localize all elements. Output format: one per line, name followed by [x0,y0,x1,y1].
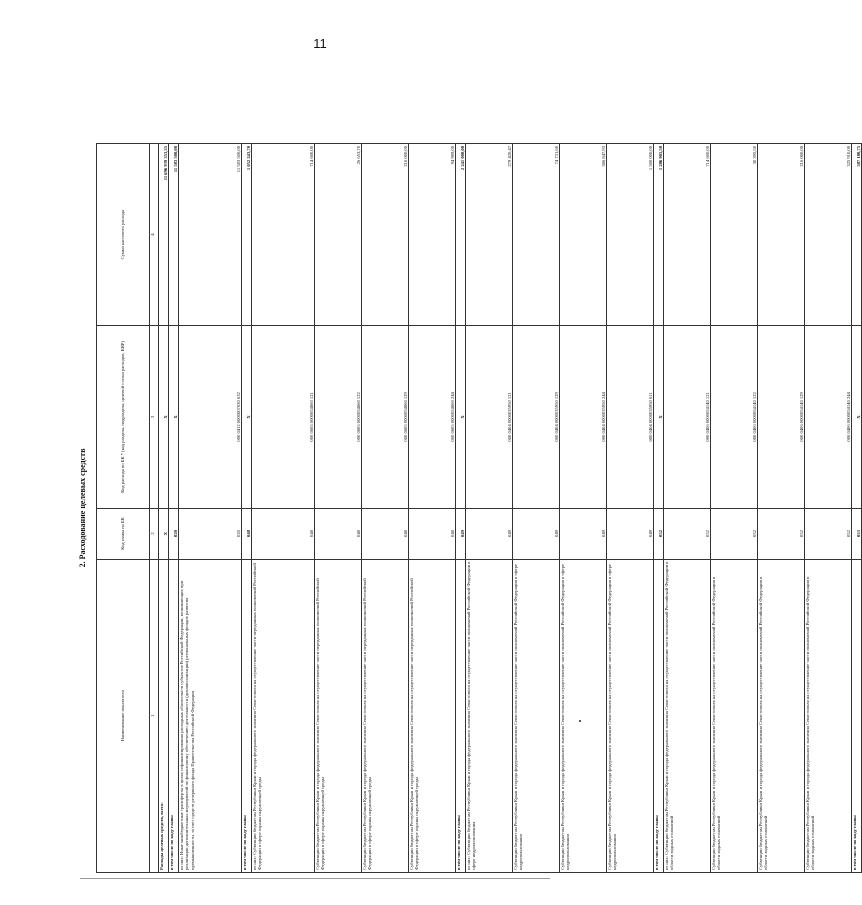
row-name-cell: в том числе по коду главы [169,559,179,872]
row-chapter-code-cell: 052 [654,508,664,559]
table-row [169,144,179,873]
row-sum-cell: 11 583 500,00 [169,144,179,326]
row-name-cell: из них: Иные межбюджетные трансферты в целях софинансирования расходных обязательств субъектов Российской Федерации, возникающих при реализации дополнительных мероприятий по финансовому обеспечению деятельности (докапитализации) региональных фондов развития промышленности, за счет средств резервного фонда Правительства Российской Федерации [179,559,242,872]
table-row [315,144,362,873]
row-sum-cell: 216 000,00 [362,144,409,326]
row-sum-cell: 1 500 000,00 [607,144,654,326]
row-sum-cell: 26 653,70 [315,144,362,326]
table-row [654,144,664,873]
rotated-table-sheet [72,143,861,873]
row-name-cell: из них: Субвенции бюджетам Республики Крым и города федерального значения Севастополя на осуществление части полномочий Российской Федерации в области водных отношений [664,559,711,872]
row-chapter-code-cell: 049 [513,508,560,559]
row-expense-code-cell: X [159,326,169,508]
row-chapter-code-cell: 049 [456,508,466,559]
row-expense-code-cell: 000 0404 0000035950 244 [560,326,607,508]
header-expense-code: Код расхода по БК * (код раздела, подраздела, целевой статьи расходов, КВР) [97,326,150,508]
table-row [362,144,409,873]
table-row [159,144,169,873]
row-chapter-code-cell: X [159,508,169,559]
row-chapter-code-cell: 048 [252,508,315,559]
row-name-cell: в том числе по коду главы [852,559,862,872]
row-chapter-code-cell: 048 [242,508,252,559]
table-header-row [97,144,150,873]
row-name-cell: в том числе по коду главы [242,559,252,872]
row-chapter-code-cell: 020 [169,508,179,559]
row-name-cell: Расходы целевых средств, всего: [159,559,169,872]
row-expense-code-cell: 000 0406 0000054140 121 [664,326,711,508]
row-chapter-code-cell: 049 [560,508,607,559]
row-expense-code-cell: 000 0605 0000054860 129 [362,326,409,508]
table-row [758,144,805,873]
table-row [560,144,607,873]
column-number: 1 [150,559,159,872]
table-row [252,144,315,873]
header-chapter-code: Код главы по БК [97,508,150,559]
table-body [159,144,862,873]
column-number: 2 [150,508,159,559]
row-expense-code-cell: 000 0406 0000054140 129 [758,326,805,508]
table-row [179,144,242,873]
section-title: 2. Расходование целевых средств [78,448,87,568]
row-sum-cell: 1 052 243,70 [242,144,252,326]
row-name-cell: Субвенции бюджетам Республики Крым и города федерального значения Севастополя на осуществление части полномочий Российской Федерации в области водных отношений [805,559,852,872]
row-sum-cell: 30 395,50 [711,144,758,326]
row-expense-code-cell: X [242,326,252,508]
row-chapter-code-cell: 049 [466,508,513,559]
row-name-cell: из них: Субвенции бюджетам Республики Крым и города федерального значения Севастополя на осуществление части переданных полномочий Российской Федерации в сфере охраны окружающей среды [252,559,315,872]
row-sum-cell: 325 910,00 [805,144,852,326]
row-chapter-code-cell: 048 [362,508,409,559]
table-row [711,144,758,873]
row-expense-code-cell: X [169,326,179,508]
column-number-row [150,144,159,873]
table-row [409,144,456,873]
row-name-cell: Субвенции бюджетам Республики Крым и города федерального значения Севастополя на осуществление части переданных полномочий Российской Федерации в сфере охраны окружающей среды [315,559,362,872]
row-sum-cell: 216 000,00 [758,144,805,326]
table-row [242,144,252,873]
header-name: Наименование показателя [97,559,150,872]
row-sum-cell: 714 600,00 [664,144,711,326]
row-name-cell: Субвенции бюджетам Республики Крым и города федерального значения Севастополя на осуществление части переданных полномочий Российской Федерации в сфере охраны окружающей среды [409,559,456,872]
row-name-cell: Субвенции бюджетам Республики Крым и города федерального значения Севастополя на осуществление части полномочий Российской Федерации в сфере недропользования [560,559,607,872]
row-sum-cell: 11 583 500,00 [179,144,242,326]
row-sum-cell: 279 420,47 [466,144,513,326]
row-expense-code-cell: 000 0404 0000035950 129 [513,326,560,508]
row-sum-cell: 587 180,75 [852,144,862,326]
row-expense-code-cell: 000 0605 0000054860 244 [409,326,456,508]
page-number: 11 [313,36,327,51]
row-expense-code-cell: 000 0412 0000007030 632 [179,326,242,508]
row-sum-cell: 386 847,93 [560,144,607,326]
row-chapter-code-cell: 053 [852,508,862,559]
header-cash-expense-sum: Сумма кассового расхода [97,144,150,326]
table-row [456,144,466,873]
row-name-cell: Субвенции бюджетам Республики Крым и города федерального значения Севастополя на осуществление части полномочий Российской Федерации в сфере недропользования [513,559,560,872]
row-sum-cell: 1 286 905,50 [654,144,664,326]
table-row [466,144,513,873]
target-funds-table [96,143,862,873]
row-expense-code-cell: X [456,326,466,508]
scan-dot [579,720,581,722]
footer-rule [80,878,550,879]
row-chapter-code-cell: 052 [805,508,852,559]
row-expense-code-cell: 000 0406 0000054140 244 [805,326,852,508]
column-number: 4 [150,144,159,326]
row-chapter-code-cell: 052 [664,508,711,559]
row-expense-code-cell: X [654,326,664,508]
row-name-cell: Субвенции бюджетам Республики Крым и города федерального значения Севастополя на осуществление части полномочий Российской Федерации в сфере недропользования [607,559,654,872]
table-row [664,144,711,873]
row-sum-cell: 11 696 939 353,35 [159,144,169,326]
row-expense-code-cell: 000 0605 0000054860 121 [252,326,315,508]
row-name-cell: Субвенции бюджетам Республики Крым и города федерального значения Севастополя на осуществление части полномочий Российской Федерации в области водных отношений [758,559,805,872]
row-sum-cell: 74 731,60 [513,144,560,326]
row-chapter-code-cell: 052 [711,508,758,559]
column-number: 3 [150,326,159,508]
table-row [805,144,852,873]
row-expense-code-cell: 000 0605 0000054860 122 [315,326,362,508]
row-chapter-code-cell: 049 [607,508,654,559]
row-chapter-code-cell: 020 [179,508,242,559]
row-name-cell: в том числе по коду главы [456,559,466,872]
table-row [513,144,560,873]
row-name-cell: из них: Субвенции бюджетам Республики Крым и города федерального значения Севастополя на осуществление части полномочий Российской Федерации в сфере недропользования [466,559,513,872]
row-chapter-code-cell: 048 [409,508,456,559]
row-expense-code-cell: X [852,326,862,508]
row-sum-cell: 94 989,00 [409,144,456,326]
row-chapter-code-cell: 048 [315,508,362,559]
row-sum-cell: 2 241 000,00 [456,144,466,326]
row-expense-code-cell: 000 0404 0000035950 611 [607,326,654,508]
row-chapter-code-cell: 052 [758,508,805,559]
row-name-cell: Субвенции бюджетам Республики Крым и города федерального значения Севастополя на осуществление части полномочий Российской Федерации в области водных отношений [711,559,758,872]
table-row [607,144,654,873]
row-name-cell: в том числе по коду главы [654,559,664,872]
table-row [852,144,862,873]
row-sum-cell: 714 600,00 [252,144,315,326]
row-name-cell: Субвенции бюджетам Республики Крым и города федерального значения Севастополя на осуществление части переданных полномочий Российской Федерации в сфере охраны окружающей среды [362,559,409,872]
row-expense-code-cell: 000 0404 0000035950 121 [466,326,513,508]
row-expense-code-cell: 000 0406 0000054140 122 [711,326,758,508]
